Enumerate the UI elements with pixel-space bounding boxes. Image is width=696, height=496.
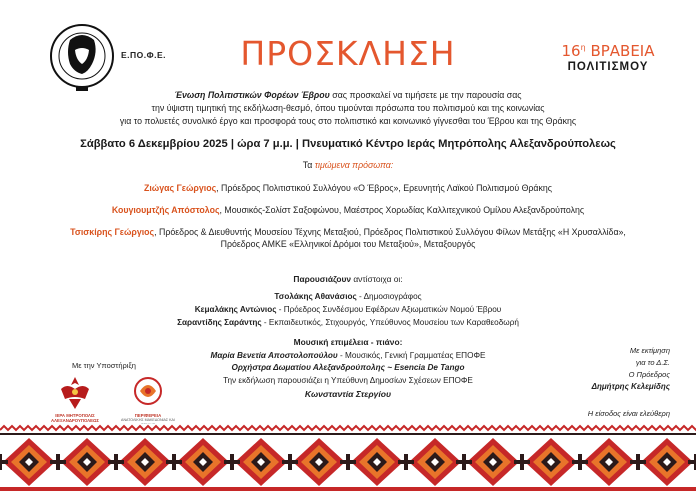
region-logo-title: ΠΕΡΙΦΕΡΕΙΑ — [134, 413, 162, 418]
presenter-1: Τσολάκης Αθανάσιος - Δημοσιογράφος — [274, 292, 422, 301]
embroidery-pattern — [0, 424, 696, 491]
region-logo-subtitle: ΑΝΑΤΟΛΙΚΗΣ ΜΑΚΕΔΟΝΙΑΣ ΚΑΙ — [121, 418, 175, 422]
award-subtitle: ΠΟΛΙΤΙΣΜΟΥ — [567, 61, 649, 73]
entry-note: Η είσοδος είναι ελεύθερη — [587, 409, 670, 418]
honoree-3: Τσισκίρης Γεώργιος, Πρόεδρος & Διευθυντής Μουσείου Τέχνης Μεταξιού, Πρόεδρος Πολιτιστικού Συλλόγου Φίλων Μετάξης «Η Χρυσαλλίδα», Πρόεδρος ΑΜΚΕ «Ελληνικοί Δρόμοι του Μεταξιού», Μεταξουργός — [70, 227, 626, 249]
org-abbreviation: Ε.ΠΟ.Φ.Ε. — [121, 50, 167, 60]
intro-text: Ένωση Πολιτιστικών Φορέων Έβρου σας προσκαλεί να τιμήσετε με την παρουσία σας την ύψιστη τιμητική της εκδήλωση-θεσμό, όπου τιμούνται πρόσωπα του πολιτισμού και της κοινωνίας για το πολυετές συνολικό έργο και προσφορά τους στο πολιτιστικό και κοινωνικό γίγνεσθαι του Έβρου και της Θράκης — [119, 90, 577, 126]
presenter-3: Σαραντίδης Σαράντης - Εκπαιδευτικός, Στιχουργός, Υπεύθυνος Μουσείου των Καραθεοδωρή — [177, 318, 519, 327]
music-person-2: Ορχήστρα Δωματίου Αλεξανδρούπολης ~ Esencia De Tango — [231, 363, 465, 372]
closing-block: Με εκτίμηση για το Δ.Σ. Ο Πρόεδρος Δημήτρης Κελεμίδης — [540, 345, 670, 393]
presenter-2: Κεμαλάκης Αντώνιος - Πρόεδρος Συνδέσμου Εφέδρων Αξιωματικών Νομού Έβρου — [194, 305, 502, 314]
music-heading: Μουσική επιμέλεια - πιάνο: — [293, 337, 403, 347]
event-dateline: Σάββατο 6 Δεκεμβρίου 2025 | ώρα 7 μ.μ. | Πνευματικό Κέντρο Ιεράς Μητρόπολης Αλεξανδρούπολεως — [80, 138, 616, 150]
metropolis-logo-label: ΙΕΡΑ ΜΗΤΡΟΠΟΛΙΣ ΑΛΕΞΑΝΔΡΟΥΠΟΛΕΩΣ — [51, 413, 99, 423]
music-person-1: Μαρία Βενετία Αποστολοπούλου - Μουσικός, Γενική Γραμματέας ΕΠΟΦΕ — [210, 351, 486, 360]
signer-name: Δημήτρης Κελεμίδης — [591, 382, 670, 391]
region-logo — [118, 373, 178, 428]
metropolis-logo — [48, 373, 102, 423]
honoree-2: Κουγιουμτζής Απόστολος, Μουσικός-Σολίστ Σαξοφώνου, Μαέστρος Χορωδίας Καλλιτεχνικού Ομίλου Αλεξανδρούπολης — [111, 205, 585, 215]
presenter-note: Την εκδήλωση παρουσιάζει η Υπεύθυνη Δημοσίων Σχέσεων ΕΠΟΦΕ — [223, 376, 473, 385]
page-title: ΠΡΟΣΚΛΗΣΗ — [240, 34, 456, 73]
award-title: $16^\eta$ ΒΡΑΒΕΙΑ — [561, 42, 655, 60]
presenter-name: Κωνσταντία Στεργίου — [304, 389, 392, 399]
presenters-heading: Παρουσιάζουν αντίστοιχα οι: — [293, 274, 403, 284]
honoree-1: Ζιώγας Γεώργιος, Πρόεδρος Πολιτιστικού Συλλόγου «Ο Έβρος», Ερευνητής Λαϊκού Πολιτισμού Θράκης — [143, 183, 553, 193]
support-label: Με την Υποστήριξη — [72, 361, 136, 370]
intro-org-name: Ένωση Πολιτιστικών Φορέων Έβρου — [174, 90, 330, 100]
honored-heading: Τα τιμώμενα πρόσωπα: — [302, 160, 394, 170]
